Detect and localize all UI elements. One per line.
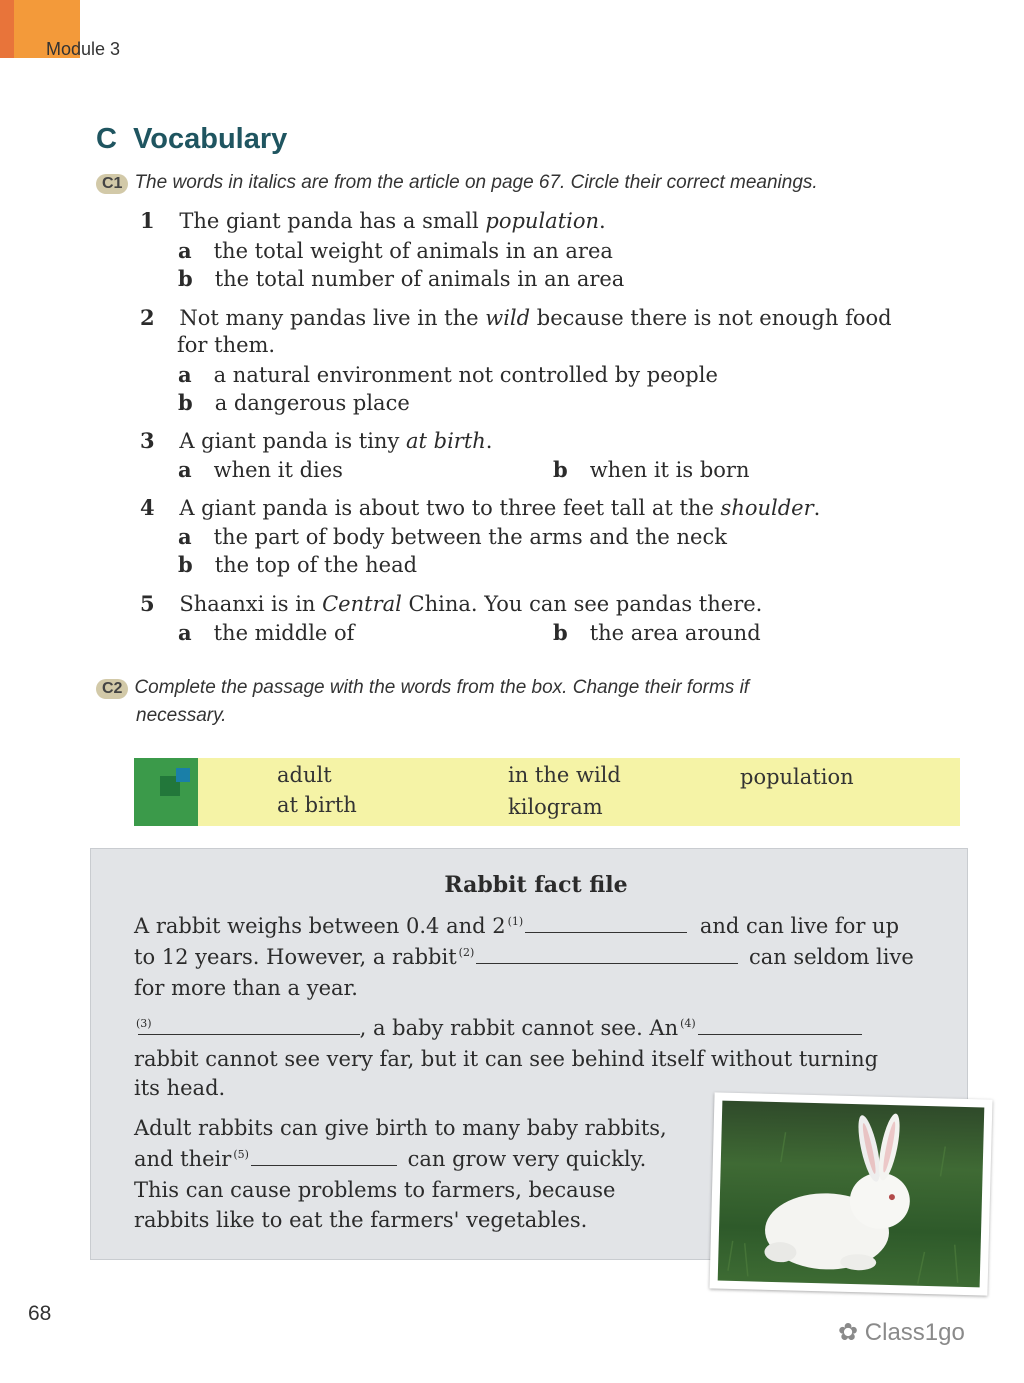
- blank-number: (5): [233, 1148, 249, 1161]
- blank-3[interactable]: [138, 1016, 360, 1035]
- c1-item-2-option-b[interactable]: [178, 390, 410, 415]
- c1-item-2: [140, 305, 892, 330]
- item-text-end: .: [485, 429, 493, 453]
- c1-badge: C1: [96, 174, 128, 194]
- module-label: Module 3: [46, 39, 121, 59]
- page-number: 68: [28, 1302, 52, 1325]
- option-letter: b: [178, 390, 193, 415]
- fact-text: and can live for up: [699, 914, 900, 938]
- c1-item-1-option-b[interactable]: [178, 266, 624, 291]
- fact-text: can seldom live: [748, 945, 914, 969]
- blank-1[interactable]: [525, 914, 687, 933]
- section-letter: C: [96, 123, 117, 155]
- c1-item-3-option-a[interactable]: [178, 457, 343, 482]
- c1-item-4-option-b[interactable]: [178, 552, 417, 577]
- item-text: A giant panda is about two to three feet tall at the: [179, 496, 721, 520]
- module-corner-accent: [0, 0, 14, 58]
- item-italic-word: wild: [485, 306, 531, 330]
- option-text: a dangerous place: [214, 391, 410, 415]
- option-letter: b: [178, 552, 193, 577]
- option-text: the part of body between the arms and the neck: [213, 525, 727, 549]
- item-italic-word: population: [485, 209, 600, 233]
- option-text: a natural environment not controlled by people: [213, 363, 718, 387]
- item-text-end: because there is not enough food: [530, 306, 892, 330]
- item-text: Shaanxi is in: [179, 592, 323, 616]
- fact-text: A rabbit weighs between 0.4 and 2: [134, 914, 506, 938]
- fact-line: [134, 1147, 646, 1171]
- watermark-text: Class1go: [864, 1319, 965, 1346]
- blank-4[interactable]: [698, 1016, 862, 1035]
- fact-file-title: Rabbit fact file: [444, 872, 628, 898]
- rabbit-image: [718, 1101, 985, 1288]
- word-box-item: population: [740, 765, 854, 789]
- item-number: 2: [140, 305, 155, 330]
- fact-line: [134, 1016, 862, 1040]
- item-text: The giant panda has a small: [179, 209, 486, 233]
- option-letter: b: [178, 266, 193, 291]
- c1-item-4-option-a[interactable]: [178, 524, 727, 549]
- fact-text: , a baby rabbit cannot see. An: [359, 1016, 679, 1040]
- item-text-end: China. You can see pandas there.: [401, 592, 763, 616]
- fact-text: can grow very quickly.: [407, 1147, 647, 1171]
- c1-item-5-option-a[interactable]: [178, 620, 354, 645]
- blank-5[interactable]: [251, 1147, 397, 1166]
- blank-number: (2): [458, 946, 475, 959]
- fact-line: [134, 945, 914, 969]
- fact-line: Adult rabbits can give birth to many baby rabbits,: [134, 1116, 667, 1140]
- c1-item-1-option-a[interactable]: [178, 238, 613, 263]
- fact-line: rabbits like to eat the farmers' vegetables.: [134, 1208, 588, 1232]
- item-number: 3: [140, 428, 155, 453]
- fact-line: for more than a year.: [134, 976, 358, 1000]
- c1-item-3-option-b[interactable]: [553, 457, 749, 482]
- blank-number: (4): [680, 1017, 696, 1030]
- word-box-item: kilogram: [508, 795, 603, 819]
- item-number: 5: [140, 591, 155, 616]
- option-text: the total weight of animals in an area: [213, 239, 613, 263]
- item-text-end: .: [599, 209, 606, 233]
- blank-number: (1): [507, 915, 524, 928]
- c1-instruction-text: The words in italics are from the article on page 67. Circle their correct meanings.: [134, 172, 818, 193]
- c1-item-1: [140, 208, 606, 233]
- option-letter: a: [178, 362, 192, 387]
- fact-line: [134, 914, 899, 938]
- option-text: when it is born: [589, 458, 750, 482]
- fact-line: This can cause problems to farmers, because: [134, 1178, 616, 1202]
- item-italic-word: Central: [322, 592, 402, 616]
- item-italic-word: shoulder: [720, 496, 814, 520]
- option-text: the area around: [589, 621, 761, 645]
- word-box-item: in the wild: [508, 763, 621, 787]
- option-text: the top of the head: [214, 553, 418, 577]
- option-letter: b: [553, 457, 568, 482]
- fact-line: its head.: [134, 1076, 226, 1100]
- c2-instruction-line2: necessary.: [136, 705, 227, 726]
- word-box-item: adult: [277, 763, 332, 787]
- item-italic-word: at birth: [406, 429, 486, 453]
- option-letter: a: [178, 457, 192, 482]
- watermark-icon: ✿: [838, 1319, 859, 1346]
- c1-item-5: [140, 591, 762, 616]
- rabbit-illustration: [718, 1101, 985, 1288]
- c2-instruction-line1: Complete the passage with the words from the box. Change their forms if: [134, 677, 750, 698]
- c1-instruction: [96, 172, 818, 194]
- fact-text: and their: [134, 1147, 232, 1171]
- fact-line: rabbit cannot see very far, but it can see behind itself without turning: [134, 1047, 879, 1071]
- c1-item-3: [140, 428, 492, 453]
- option-text: when it dies: [213, 458, 343, 482]
- option-letter: a: [178, 238, 192, 263]
- watermark: [838, 1318, 965, 1347]
- word-box-icon-accent: [176, 768, 190, 782]
- blank-number: (3): [136, 1017, 152, 1030]
- option-letter: a: [178, 524, 192, 549]
- item-number: 4: [140, 495, 155, 520]
- c1-item-4: [140, 495, 820, 520]
- option-text: the total number of animals in an area: [214, 267, 625, 291]
- c2-instruction: [96, 677, 749, 699]
- blank-2[interactable]: [476, 945, 738, 964]
- word-box-item: at birth: [277, 793, 357, 817]
- item-text: A giant panda is tiny: [179, 429, 406, 453]
- rabbit-photo: [709, 1092, 992, 1295]
- c2-badge: C2: [96, 679, 128, 699]
- option-text: the middle of: [213, 621, 355, 645]
- option-letter: b: [553, 620, 568, 645]
- c1-item-5-option-b[interactable]: [553, 620, 761, 645]
- c1-item-2-continuation: for them.: [177, 333, 276, 357]
- fact-text: to 12 years. However, a rabbit: [134, 945, 457, 969]
- section-name: Vocabulary: [133, 123, 288, 155]
- item-text-end: .: [813, 496, 821, 520]
- item-number: 1: [140, 208, 155, 233]
- item-text: Not many pandas live in the: [179, 306, 486, 330]
- option-letter: a: [178, 620, 192, 645]
- section-title: [96, 123, 287, 156]
- c1-item-2-option-a[interactable]: [178, 362, 718, 387]
